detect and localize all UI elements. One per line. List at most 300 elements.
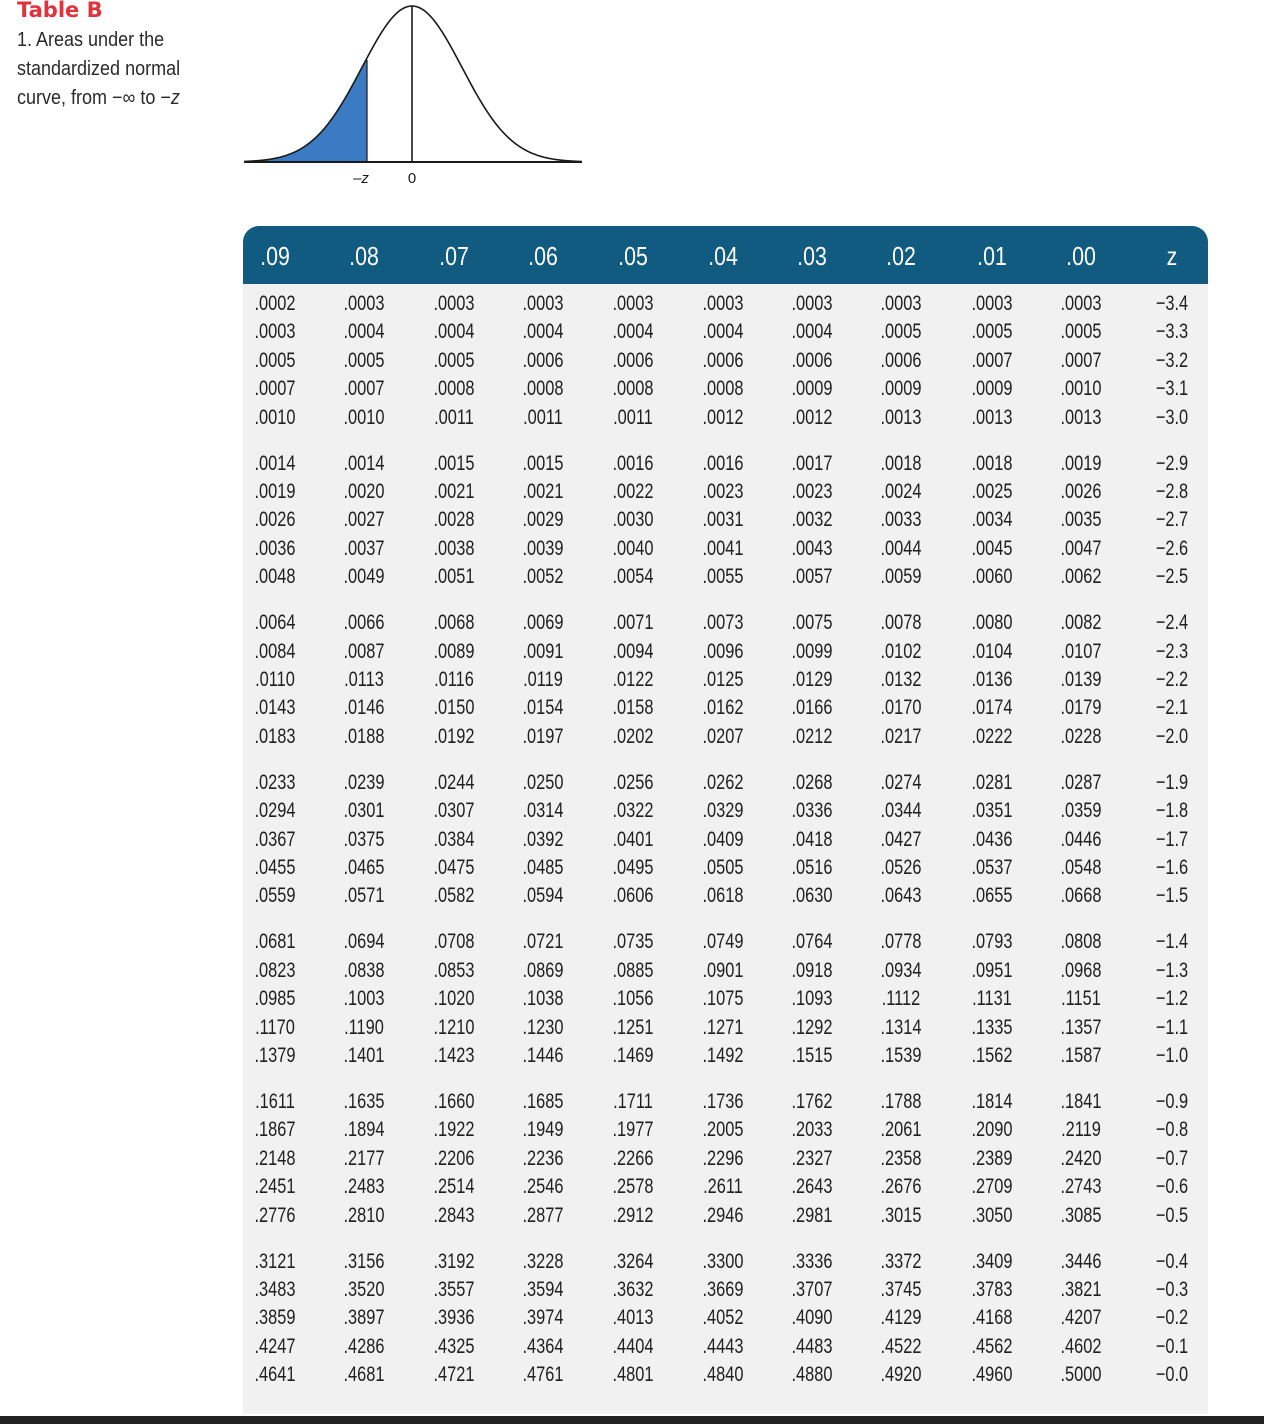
area-value-cell: .0721 [522, 930, 564, 954]
area-value-cell: .2389 [971, 1146, 1013, 1170]
area-value-cell: .3409 [971, 1249, 1013, 1273]
column-header-z: z [1166, 241, 1178, 271]
area-value-cell: .0052 [522, 565, 564, 589]
area-value-cell: .0018 [880, 451, 922, 475]
area-value-cell: .0057 [791, 565, 833, 589]
area-value-cell: .1539 [880, 1044, 922, 1067]
area-value-cell: .1788 [880, 1090, 922, 1113]
area-value-cell: .0075 [791, 611, 833, 635]
area-value-cell: .1469 [612, 1044, 654, 1067]
z-value-cell: −0.2 [1155, 1306, 1189, 1330]
area-value-cell: .1736 [702, 1090, 744, 1113]
area-value-cell: .0778 [880, 930, 922, 954]
z-value-cell: −1.2 [1155, 987, 1189, 1011]
area-value-cell: .0116 [434, 668, 474, 691]
area-value-cell: .0011 [523, 405, 563, 429]
area-value-cell: .0031 [702, 508, 744, 532]
area-value-cell: .0005 [971, 320, 1013, 344]
area-value-cell: .3228 [522, 1249, 564, 1273]
area-value-cell: .0537 [971, 856, 1013, 879]
area-value-cell: .0019 [254, 480, 296, 503]
z-value-cell: −2.3 [1155, 639, 1189, 663]
area-value-cell: .0968 [1060, 958, 1102, 982]
area-value-cell: .0808 [1060, 930, 1102, 954]
area-value-cell: .0485 [522, 856, 564, 879]
area-value-cell: .0007 [343, 377, 385, 401]
area-value-cell: .1977 [612, 1118, 654, 1142]
area-value-cell: .0012 [702, 405, 744, 429]
column-header: .09 [260, 241, 290, 271]
area-value-cell: .0951 [971, 958, 1013, 982]
area-value-cell: .0618 [702, 884, 744, 908]
area-value-cell: .0548 [1060, 856, 1102, 879]
area-value-cell: .0007 [254, 377, 296, 401]
area-value-cell: .3707 [791, 1278, 833, 1301]
area-value-cell: .1314 [880, 1015, 922, 1039]
area-value-cell: .0749 [702, 930, 744, 954]
area-value-cell: .4562 [971, 1334, 1013, 1358]
area-value-cell: .4880 [791, 1363, 833, 1387]
area-value-cell: .0136 [971, 668, 1013, 691]
z-value-cell: −0.7 [1155, 1146, 1189, 1170]
area-value-cell: .0918 [791, 958, 833, 982]
area-value-cell: .0125 [702, 668, 744, 691]
area-value-cell: .0183 [254, 724, 296, 748]
area-value-cell: .1230 [522, 1015, 564, 1039]
area-value-cell: .0033 [880, 508, 922, 532]
area-value-cell: .0087 [343, 639, 385, 663]
area-value-cell: .0068 [433, 611, 475, 635]
z-value-cell: −0.3 [1155, 1278, 1189, 1301]
area-value-cell: .0026 [254, 508, 296, 532]
area-value-cell: .0418 [791, 827, 833, 851]
area-value-cell: .0020 [343, 480, 385, 503]
z-value-cell: −0.0 [1155, 1363, 1189, 1387]
area-value-cell: .0048 [254, 565, 296, 589]
area-value-cell: .0630 [791, 884, 833, 908]
area-value-cell: .2327 [791, 1146, 833, 1170]
area-value-cell: .4443 [702, 1334, 744, 1358]
area-value-cell: .0013 [880, 405, 922, 429]
area-value-cell: .0192 [433, 724, 475, 748]
area-value-cell: .2709 [971, 1175, 1013, 1199]
area-value-cell: .2296 [702, 1146, 744, 1170]
area-value-cell: .0005 [1060, 320, 1102, 344]
area-value-cell: .2810 [343, 1203, 385, 1227]
area-value-cell: .1446 [522, 1044, 564, 1067]
area-value-cell: .0735 [612, 930, 654, 954]
area-value-cell: .4522 [880, 1334, 922, 1358]
area-value-cell: .1075 [702, 987, 744, 1011]
area-value-cell: .4090 [791, 1306, 833, 1330]
area-value-cell: .0023 [791, 480, 833, 503]
area-value-cell: .4168 [971, 1306, 1013, 1330]
area-value-cell: .1611 [255, 1090, 295, 1113]
area-value-cell: .0322 [612, 799, 654, 823]
area-value-cell: .2643 [791, 1175, 833, 1199]
area-value-cell: .0008 [433, 377, 475, 401]
area-value-cell: .1292 [791, 1015, 833, 1039]
area-value-cell: .0026 [1060, 480, 1102, 503]
column-header: .04 [708, 241, 738, 271]
area-value-cell: .1867 [254, 1118, 296, 1142]
area-value-cell: .3156 [343, 1249, 385, 1273]
area-value-cell: .1949 [522, 1118, 564, 1142]
z-value-cell: −1.6 [1155, 856, 1189, 879]
area-value-cell: .2061 [880, 1118, 922, 1142]
area-value-cell: .0384 [433, 827, 475, 851]
area-value-cell: .0901 [702, 958, 744, 982]
area-value-cell: .2005 [702, 1118, 744, 1142]
caption-line-3 [17, 84, 211, 113]
z-value-cell: −0.4 [1155, 1249, 1189, 1273]
area-value-cell: .1020 [433, 987, 475, 1011]
table-header [243, 226, 1208, 284]
area-value-cell: .2611 [703, 1175, 743, 1199]
area-value-cell: .0268 [791, 770, 833, 794]
area-value-cell: .0162 [702, 696, 744, 720]
area-value-cell: .4761 [522, 1363, 564, 1387]
z-value-cell: −1.9 [1155, 770, 1189, 794]
area-value-cell: .0475 [433, 856, 475, 879]
area-value-cell: .0139 [1060, 668, 1102, 691]
area-value-cell: .0107 [1060, 639, 1102, 663]
area-value-cell: .0003 [791, 292, 833, 315]
area-value-cell: .0009 [791, 377, 833, 401]
area-value-cell: .0021 [433, 480, 475, 503]
area-value-cell: .1894 [343, 1118, 385, 1142]
area-value-cell: .2119 [1061, 1118, 1101, 1142]
area-value-cell: .0012 [791, 405, 833, 429]
area-value-cell: .4364 [522, 1334, 564, 1358]
area-value-cell: .2981 [791, 1203, 833, 1227]
area-value-cell: .2358 [880, 1146, 922, 1170]
area-value-cell: .2843 [433, 1203, 475, 1227]
caption-line-3-prefix: curve, from −∞ to − [17, 87, 171, 109]
area-value-cell: .5000 [1060, 1363, 1102, 1387]
area-value-cell: .4286 [343, 1334, 385, 1358]
area-value-cell: .0217 [880, 724, 922, 748]
area-value-cell: .3121 [254, 1249, 296, 1273]
area-value-cell: .0281 [971, 770, 1013, 794]
z-value-cell: −1.8 [1155, 799, 1189, 823]
area-value-cell: .2483 [343, 1175, 385, 1199]
area-value-cell: .0132 [880, 668, 922, 691]
area-value-cell: .0869 [522, 958, 564, 982]
area-value-cell: .2420 [1060, 1146, 1102, 1170]
area-value-cell: .0078 [880, 611, 922, 635]
area-value-cell: .0018 [971, 451, 1013, 475]
area-value-cell: .1660 [433, 1090, 475, 1113]
area-value-cell: .3264 [612, 1249, 654, 1273]
area-value-cell: .0066 [343, 611, 385, 635]
area-value-cell: .0071 [612, 611, 654, 635]
column-header: .06 [528, 241, 558, 271]
area-value-cell: .1922 [433, 1118, 475, 1142]
area-value-cell: .0004 [612, 320, 654, 344]
z-value-cell: −2.1 [1155, 696, 1189, 720]
area-value-cell: .0029 [522, 508, 564, 532]
area-value-cell: .0582 [433, 884, 475, 908]
z-value-cell: −1.4 [1155, 930, 1189, 954]
z-value-cell: −3.3 [1155, 320, 1189, 344]
area-value-cell: .0655 [971, 884, 1013, 908]
area-value-cell: .4404 [612, 1334, 654, 1358]
area-value-cell: .0010 [254, 405, 296, 429]
area-value-cell: .0003 [522, 292, 564, 315]
area-value-cell: .0006 [880, 348, 922, 372]
area-value-cell: .0375 [343, 827, 385, 851]
area-value-cell: .0228 [1060, 724, 1102, 748]
z-value-cell: −0.8 [1155, 1118, 1189, 1142]
area-value-cell: .0003 [343, 292, 385, 315]
area-value-cell: .0089 [433, 639, 475, 663]
column-header: .07 [439, 241, 469, 271]
area-value-cell: .0096 [702, 639, 744, 663]
z-value-cell: −0.1 [1155, 1334, 1189, 1358]
area-value-cell: .2266 [612, 1146, 654, 1170]
area-value-cell: .0007 [971, 348, 1013, 372]
area-value-cell: .0043 [791, 536, 833, 560]
area-value-cell: .0003 [612, 292, 654, 315]
area-value-cell: .1379 [254, 1044, 296, 1067]
area-value-cell: .4681 [343, 1363, 385, 1387]
area-value-cell: .0024 [880, 480, 922, 503]
area-value-cell: .1271 [702, 1015, 744, 1039]
area-value-cell: .0059 [880, 565, 922, 589]
area-value-cell: .0028 [433, 508, 475, 532]
area-value-cell: .0060 [971, 565, 1013, 589]
caption-line-1: 1. Areas under the [17, 29, 165, 51]
area-value-cell: .3300 [702, 1249, 744, 1273]
column-header: .00 [1066, 241, 1096, 271]
area-value-cell: .0003 [1060, 292, 1102, 315]
area-value-cell: .0003 [254, 320, 296, 344]
area-value-cell: .3936 [433, 1306, 475, 1330]
area-value-cell: .0793 [971, 930, 1013, 954]
area-value-cell: .2451 [254, 1175, 296, 1199]
area-value-cell: .0013 [1060, 405, 1102, 429]
area-value-cell: .0014 [343, 451, 385, 475]
area-value-cell: .1038 [522, 987, 564, 1011]
area-value-cell: .1093 [791, 987, 833, 1011]
area-value-cell: .0005 [433, 348, 475, 372]
area-value-cell: .0606 [612, 884, 654, 908]
area-value-cell: .4960 [971, 1363, 1013, 1387]
area-value-cell: .3745 [880, 1278, 922, 1301]
area-value-cell: .1056 [612, 987, 654, 1011]
area-value-cell: .0017 [791, 451, 833, 475]
area-value-cell: .0011 [613, 405, 653, 429]
area-value-cell: .1423 [433, 1044, 475, 1067]
area-value-cell: .0015 [522, 451, 564, 475]
area-value-cell: .0853 [433, 958, 475, 982]
z-table [243, 226, 1208, 1414]
area-value-cell: .0032 [791, 508, 833, 532]
z-value-cell: −2.4 [1155, 611, 1189, 635]
area-value-cell: .0084 [254, 639, 296, 663]
area-value-cell: .0119 [523, 668, 563, 691]
area-value-cell: .0009 [971, 377, 1013, 401]
area-value-cell: .0885 [612, 958, 654, 982]
area-value-cell: .0694 [343, 930, 385, 954]
area-value-cell: .0015 [433, 451, 475, 475]
area-value-cell: .3897 [343, 1306, 385, 1330]
area-value-cell: .0222 [971, 724, 1013, 748]
area-value-cell: .4602 [1060, 1334, 1102, 1358]
area-value-cell: .4920 [880, 1363, 922, 1387]
table-title: Table B [17, 0, 103, 22]
area-value-cell: .1151 [1061, 987, 1101, 1011]
area-value-cell: .0359 [1060, 799, 1102, 823]
area-value-cell: .0197 [522, 724, 564, 748]
area-value-cell: .0823 [254, 958, 296, 982]
area-value-cell: .0367 [254, 827, 296, 851]
area-value-cell: .1131 [972, 987, 1012, 1011]
area-value-cell: .0013 [971, 405, 1013, 429]
area-value-cell: .1814 [971, 1090, 1013, 1113]
area-value-cell: .0016 [612, 451, 654, 475]
z-value-cell: −2.2 [1155, 668, 1189, 691]
z-value-cell: −2.9 [1155, 451, 1189, 475]
area-value-cell: .0764 [791, 930, 833, 954]
bell-curve [244, 6, 582, 162]
area-value-cell: .1003 [343, 987, 385, 1011]
area-value-cell: .3557 [433, 1278, 475, 1301]
area-value-cell: .2912 [612, 1203, 654, 1227]
area-value-cell: .1190 [344, 1015, 384, 1039]
area-value-cell: .1492 [702, 1044, 744, 1067]
area-value-cell: .0094 [612, 639, 654, 663]
area-value-cell: .3446 [1060, 1249, 1102, 1273]
area-value-cell: .0005 [254, 348, 296, 372]
z-value-cell: −1.0 [1155, 1044, 1189, 1067]
area-value-cell: .0002 [254, 292, 296, 315]
area-value-cell: .0006 [791, 348, 833, 372]
area-value-cell: .0170 [880, 696, 922, 720]
area-value-cell: .0016 [702, 451, 744, 475]
area-value-cell: .4483 [791, 1334, 833, 1358]
z-value-cell: −2.0 [1155, 724, 1189, 748]
area-value-cell: .0080 [971, 611, 1013, 635]
area-value-cell: .0392 [522, 827, 564, 851]
area-value-cell: .0007 [1060, 348, 1102, 372]
z-value-cell: −1.7 [1155, 827, 1189, 851]
area-value-cell: .0006 [702, 348, 744, 372]
area-value-cell: .0073 [702, 611, 744, 635]
area-value-cell: .4052 [702, 1306, 744, 1330]
area-value-cell: .0274 [880, 770, 922, 794]
area-value-cell: .0008 [522, 377, 564, 401]
area-value-cell: .1170 [255, 1015, 295, 1039]
area-value-cell: .0158 [612, 696, 654, 720]
area-value-cell: .4129 [880, 1306, 922, 1330]
area-value-cell: .0091 [522, 639, 564, 663]
area-value-cell: .0143 [254, 696, 296, 720]
area-value-cell: .0436 [971, 827, 1013, 851]
column-header: .02 [886, 241, 916, 271]
area-value-cell: .0104 [971, 639, 1013, 663]
area-value-cell: .0022 [612, 480, 654, 503]
area-value-cell: .1587 [1060, 1044, 1102, 1067]
area-value-cell: .4013 [612, 1306, 654, 1330]
area-value-cell: .2676 [880, 1175, 922, 1199]
area-value-cell: .0256 [612, 770, 654, 794]
area-value-cell: .1515 [791, 1044, 833, 1067]
area-value-cell: .0465 [343, 856, 385, 879]
area-value-cell: .1762 [791, 1090, 833, 1113]
area-value-cell: .0005 [343, 348, 385, 372]
area-value-cell: .3632 [612, 1278, 654, 1301]
area-value-cell: .0427 [880, 827, 922, 851]
area-value-cell: .0035 [1060, 508, 1102, 532]
area-value-cell: .3336 [791, 1249, 833, 1273]
area-value-cell: .2546 [522, 1175, 564, 1199]
area-value-cell: .0239 [343, 770, 385, 794]
z-value-cell: −2.5 [1155, 565, 1189, 589]
area-value-cell: .0004 [522, 320, 564, 344]
area-value-cell: .0021 [522, 480, 564, 503]
area-value-cell: .0643 [880, 884, 922, 908]
caption-line-2: standardized normal [17, 58, 181, 80]
area-value-cell: .0495 [612, 856, 654, 879]
z-value-cell: −0.9 [1155, 1090, 1189, 1113]
z-value-cell: −1.5 [1155, 884, 1189, 908]
area-value-cell: .0004 [702, 320, 744, 344]
area-value-cell: .0003 [971, 292, 1013, 315]
area-value-cell: .1711 [613, 1090, 653, 1113]
area-value-cell: .1251 [612, 1015, 654, 1039]
area-value-cell: .0446 [1060, 827, 1102, 851]
area-value-cell: .0559 [254, 884, 296, 908]
area-value-cell: .0287 [1060, 770, 1102, 794]
area-value-cell: .0294 [254, 799, 296, 823]
area-value-cell: .0054 [612, 565, 654, 589]
area-value-cell: .0233 [254, 770, 296, 794]
z-value-cell: −3.4 [1155, 292, 1189, 315]
column-header: .03 [797, 241, 827, 271]
area-value-cell: .0064 [254, 611, 296, 635]
z-value-cell: −1.1 [1155, 1015, 1189, 1039]
area-value-cell: .4247 [254, 1334, 296, 1358]
column-header: .05 [618, 241, 648, 271]
area-value-cell: .3859 [254, 1306, 296, 1330]
area-value-cell: .0179 [1060, 696, 1102, 720]
area-value-cell: .0009 [880, 377, 922, 401]
area-value-cell: .3483 [254, 1278, 296, 1301]
area-value-cell: .0681 [254, 930, 296, 954]
area-value-cell: .0099 [791, 639, 833, 663]
area-value-cell: .3085 [1060, 1203, 1102, 1227]
area-value-cell: .2776 [254, 1203, 296, 1227]
area-value-cell: .0082 [1060, 611, 1102, 635]
area-value-cell: .0351 [971, 799, 1013, 823]
area-value-cell: .0025 [971, 480, 1013, 503]
area-value-cell: .0207 [702, 724, 744, 748]
area-value-cell: .3372 [880, 1249, 922, 1273]
area-value-cell: .2148 [254, 1146, 296, 1170]
area-value-cell: .0038 [433, 536, 475, 560]
area-value-cell: .2033 [791, 1118, 833, 1142]
area-value-cell: .4840 [702, 1363, 744, 1387]
z-value-cell: −2.6 [1155, 536, 1189, 560]
area-value-cell: .0069 [522, 611, 564, 635]
area-value-cell: .0004 [433, 320, 475, 344]
area-value-cell: .0039 [522, 536, 564, 560]
area-value-cell: .0037 [343, 536, 385, 560]
area-value-cell: .1562 [971, 1044, 1013, 1067]
area-value-cell: .0174 [971, 696, 1013, 720]
